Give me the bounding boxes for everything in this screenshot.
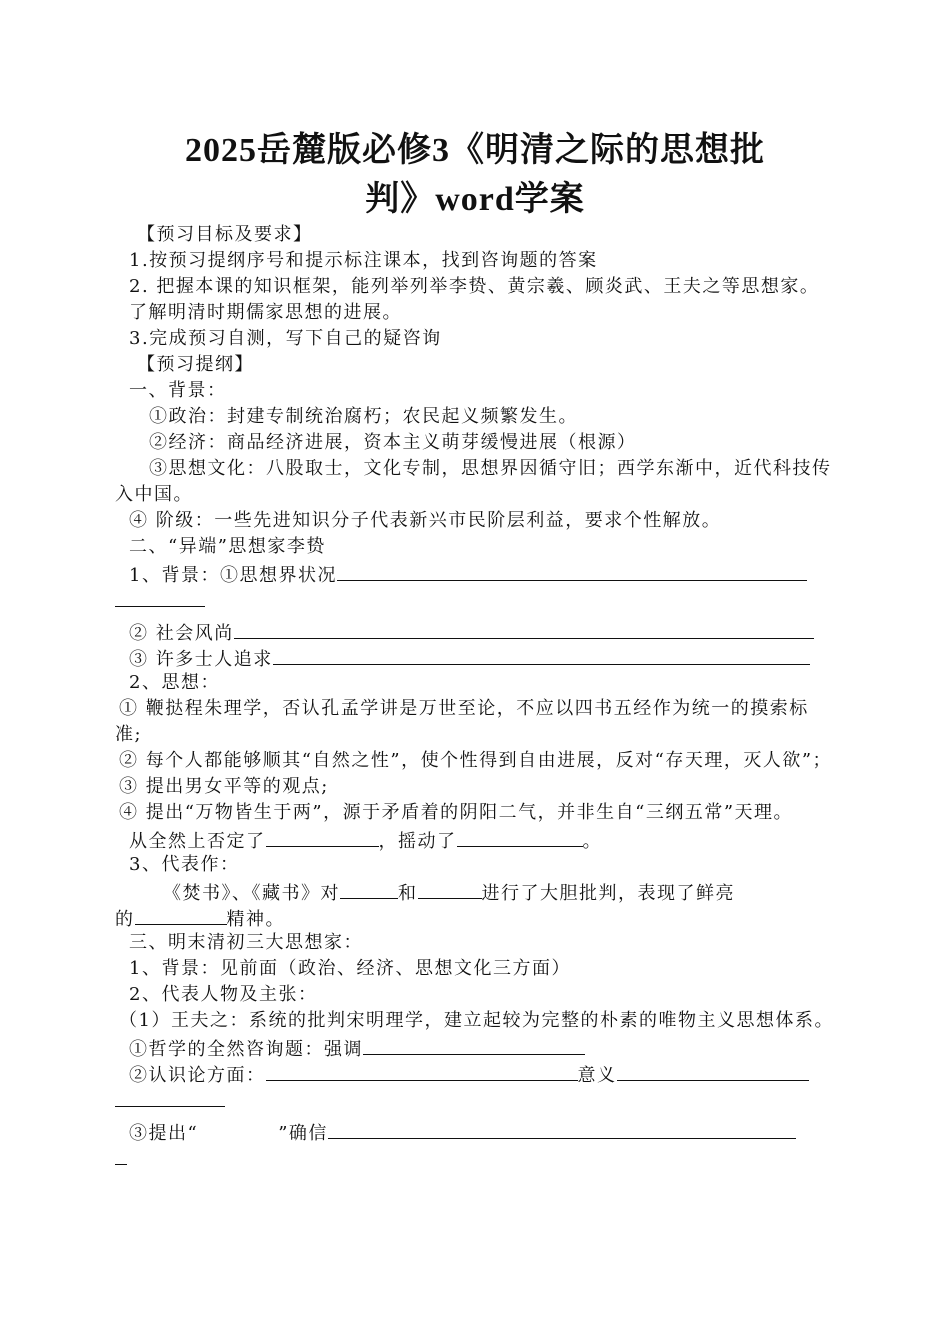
point-3-label: ③提出“ <box>129 1123 199 1144</box>
li-zhi-thought-heading: 2、思想： <box>129 672 220 693</box>
wang-fuzhi-intro: （1）王夫之：系统的批判宋明理学，建立起较为完整的朴素的唯物主义思想体系。 <box>119 1010 834 1031</box>
works-text-e: 精神。 <box>226 909 285 930</box>
li-zhi-works <box>115 878 835 904</box>
li-zhi-thought-4: ④ 提出“万物皆生于两”，源于矛盾着的阴阳二气，并非生自“三纲五常”天理。 <box>119 802 794 823</box>
three-thinkers-representatives: 2、代表人物及主张： <box>129 984 318 1005</box>
fill-blank-target-1[interactable] <box>340 878 398 899</box>
background-economy: ②经济：商品经济进展，资本主义萌芽缓慢进展（根源） <box>149 432 637 453</box>
li-zhi-thought-2: ② 每个人都能够顺其“自然之性”，使个性得到自由进展，反对“存天理，灭人欲”； <box>119 750 833 771</box>
li-zhi-thought-1: ① 鞭挞程朱理学，否认孔孟学讲是万世至论，不应以四书五经作为统一的摸索标准; <box>115 698 809 745</box>
point-2-label: ②认识论方面： <box>129 1065 266 1086</box>
section-heading-outline: 【预习提纲】 <box>137 354 254 375</box>
conclusion-text-c: 。 <box>582 831 602 852</box>
li-zhi-background-3-label: ③ 许多士人追求 <box>129 649 273 670</box>
goal-item-1: 1.按预习提纲序号和提示标注课本，找到咨询题的答案 <box>129 250 598 271</box>
li-zhi-works-cont <box>115 904 835 930</box>
li-zhi-background-1 <box>115 560 835 586</box>
works-text-a: 《焚书》、《藏书》对 <box>163 883 340 904</box>
fill-blank-spirit[interactable] <box>135 904 227 925</box>
outline-heading-1: 一、背景： <box>129 380 227 401</box>
background-politics: ①政治：封建专制统治腐朽；农民起义频繁发生。 <box>149 406 578 427</box>
background-culture: ③思想文化：八股取士，文化专制，思想界因循守旧；西学东渐中，近代科技传入中国。 <box>115 458 832 505</box>
fill-blank-social-custom[interactable] <box>234 618 814 639</box>
point-2-meaning-label: 意义 <box>577 1065 617 1086</box>
li-zhi-works-heading: 3、代表作： <box>129 854 240 875</box>
goal-item-3: 3.完成预习自测，写下自己的疑咨询 <box>129 328 442 349</box>
li-zhi-background-2-label: ② 社会风尚 <box>129 623 234 644</box>
document-title-line-1: 2025岳麓版必修3《明清之际的思想批 <box>185 132 765 169</box>
fill-blank-thought-status[interactable] <box>337 560 807 581</box>
fill-blank-meaning[interactable] <box>617 1060 809 1081</box>
goal-item-2-cont: 了解明清时期儒家思想的进展。 <box>129 302 402 323</box>
fill-blank-scholars-pursuit[interactable] <box>273 644 810 665</box>
document-body <box>115 222 835 1170</box>
section-heading-goals: 【预习目标及要求】 <box>137 224 313 245</box>
li-zhi-background-3 <box>115 644 835 670</box>
works-text-d: 的 <box>115 909 135 930</box>
conclusion-text-a: 从全然上否定了 <box>129 831 266 852</box>
wang-fuzhi-point-1 <box>115 1034 835 1060</box>
outline-heading-3: 三、明末清初三大思想家： <box>129 932 363 953</box>
background-class: ④ 阶级：一些先进知识分子代表新兴市民阶层利益，要求个性解放。 <box>129 510 722 531</box>
document-title-line-2: 判》word学案 <box>365 181 585 218</box>
point-1-label: ①哲学的全然咨询题：强调 <box>129 1039 363 1060</box>
fill-blank-thought-status-cont[interactable] <box>115 586 205 607</box>
li-zhi-conclusion <box>115 826 835 852</box>
works-text-c: 进行了大胆批判，表现了鲜亮 <box>481 883 735 904</box>
three-thinkers-background: 1、背景：见前面（政治、经济、思想文化三方面） <box>129 958 571 979</box>
conclusion-text-b: ，摇动了 <box>378 831 457 852</box>
fill-blank-meaning-cont[interactable] <box>115 1086 225 1107</box>
wang-fuzhi-point-2 <box>115 1060 835 1086</box>
fill-blank-believe[interactable] <box>328 1118 796 1139</box>
li-zhi-thought-3: ③ 提出男女平等的观点; <box>119 776 329 797</box>
fill-blank-target-2[interactable] <box>418 878 482 899</box>
works-text-b: 和 <box>398 883 418 904</box>
blank-continuation <box>115 586 835 612</box>
blank-continuation-2 <box>115 1086 835 1112</box>
fill-blank-believe-cont[interactable] <box>115 1144 127 1165</box>
blank-continuation-3 <box>115 1144 835 1170</box>
fill-blank-shaken[interactable] <box>457 826 583 847</box>
li-zhi-background-2 <box>115 618 835 644</box>
fill-blank-negated[interactable] <box>266 826 379 847</box>
fill-blank-philosophy[interactable] <box>363 1034 585 1055</box>
wang-fuzhi-point-3 <box>115 1118 835 1144</box>
goal-item-2: 2. 把握本课的知识框架，能列举列举李贽、黄宗羲、顾炎武、王夫之等思想家。 <box>129 276 820 297</box>
li-zhi-background-1-label: 1、背景：①思想界状况 <box>129 565 337 586</box>
point-3-believe-label: ”确信 <box>278 1123 328 1144</box>
outline-heading-2: 二、“异端”思想家李贽 <box>129 536 326 557</box>
fill-blank-epistemology[interactable] <box>266 1060 578 1081</box>
